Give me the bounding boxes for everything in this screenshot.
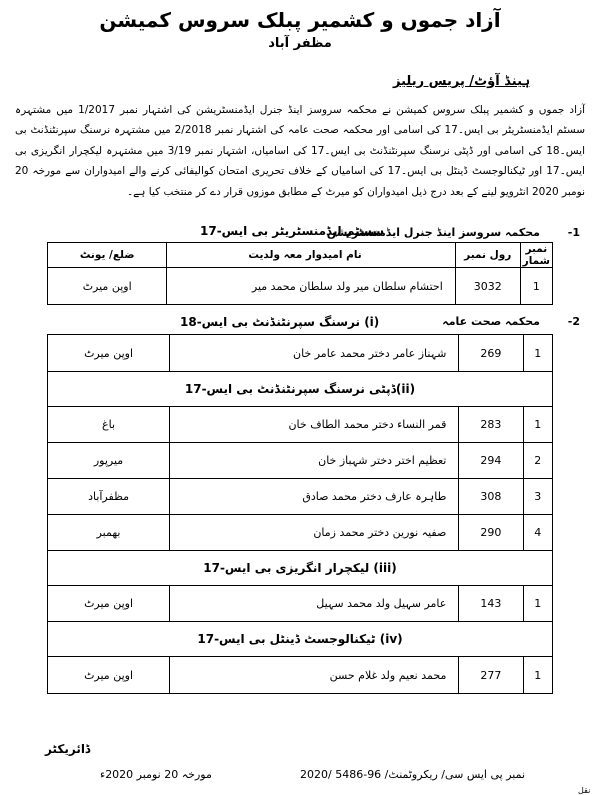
- roll-cell: 294: [459, 443, 523, 479]
- press-release-heading: ہینڈ آؤٹ/ پریس ریلیز: [393, 74, 530, 89]
- city-subtitle: مظفر آباد: [268, 36, 332, 51]
- district-cell: اوپن میرٹ: [48, 586, 170, 622]
- district-cell: اوپن میرٹ: [48, 657, 170, 694]
- name-cell: شہناز عامر دختر محمد عامر خان: [170, 335, 459, 372]
- name-cell: صفیہ نورین دختر محمد زمان: [170, 515, 459, 551]
- serial-cell: 1: [520, 268, 552, 305]
- roll-cell: 290: [459, 515, 523, 551]
- district-cell: بھمبر: [48, 515, 170, 551]
- director-signature: ڈائریکٹر: [45, 742, 91, 756]
- reference-number: نمبر پی ایس سی/ ریکروٹمنٹ/ 96-5486 /2020: [300, 768, 526, 781]
- district-cell: اوپن میرٹ: [48, 335, 170, 372]
- serial-cell: 1: [523, 335, 553, 372]
- district-cell: مظفرآباد: [48, 479, 170, 515]
- roll-cell: 269: [459, 335, 523, 372]
- subsection-heading-row: [48, 622, 553, 657]
- subsection-iii-heading: (iii) لیکچرار انگریزی بی ایس-17: [48, 551, 553, 586]
- table-row: [48, 515, 553, 551]
- table-row: [48, 268, 553, 305]
- serial-cell: 4: [523, 515, 553, 551]
- section-2-table: [47, 334, 553, 694]
- table-row: [48, 586, 553, 622]
- section-2-department: محکمہ صحت عامہ: [442, 315, 540, 328]
- table-row: [48, 407, 553, 443]
- roll-cell: 143: [459, 586, 523, 622]
- subsection-heading-row: [48, 551, 553, 586]
- subsection-iv-heading: (iv) ٹیکنالوجسٹ ڈینٹل بی ایس-17: [48, 622, 553, 657]
- roll-cell: 308: [459, 479, 523, 515]
- table-header-row: [48, 243, 553, 268]
- col-name-header: نام امیدوار معہ ولدیت: [167, 243, 455, 268]
- district-cell: باغ: [48, 407, 170, 443]
- serial-cell: 1: [523, 407, 553, 443]
- name-cell: محمد نعیم ولد غلام حسن: [170, 657, 459, 694]
- subsection-ii-heading: (ii)ڈپٹی نرسنگ سپرنٹنڈنٹ بی ایس-17: [48, 372, 553, 407]
- table-row: [48, 335, 553, 372]
- section-1-table: [47, 242, 553, 305]
- table-row: [48, 479, 553, 515]
- roll-cell: 277: [459, 657, 523, 694]
- section-2-post: (i) نرسنگ سپرنٹنڈنٹ بی ایس-18: [180, 315, 380, 329]
- col-district-header: ضلع/ یونٹ: [48, 243, 167, 268]
- col-roll-header: رول نمبر: [455, 243, 520, 268]
- district-cell: میرپور: [48, 443, 170, 479]
- issue-date: مورخہ 20 نومبر 2020ء: [100, 768, 212, 781]
- serial-cell: 3: [523, 479, 553, 515]
- roll-cell: 283: [459, 407, 523, 443]
- section-2-number: 2-: [567, 315, 580, 328]
- section-1-number: 1-: [567, 226, 580, 239]
- serial-cell: 1: [523, 586, 553, 622]
- table-row: [48, 657, 553, 694]
- name-cell: قمر النساء دختر محمد الطاف خان: [170, 407, 459, 443]
- corner-note: نقل: [578, 786, 591, 795]
- serial-cell: 2: [523, 443, 553, 479]
- name-cell: طاہرہ عارف دختر محمد صادق: [170, 479, 459, 515]
- body-paragraph: آزاد جموں و کشمیر پبلک سروس کمیشن نے محکمہ سروسز اینڈ جنرل ایڈمنسٹریشن کی اشتہار نمبر 1/2017 میں مشتہرہ سسٹم ایڈمنسٹریٹر بی ایس۔17 کی اسامی اور محکمہ صحت عامہ کی اشتہار نمبر 2/2018 میں مشتہرہ نرسنگ سپرنٹنڈنٹ بی ایس۔18 کی اسامی اور ڈپٹی نرسنگ سپرنٹنڈنٹ بی ایس۔17 کی اسامیاں، اشتہار نمبر 3/19 میں مشتہرہ لیکچرار انگریزی بی ایس۔17 اور ٹیکنالوجسٹ ڈینٹل بی ایس۔17 کی اسامیاں کے خلاف تحریری امتحان کوالیفائی کرنے والے امیدواران سے مورخہ 20 نومبر 2020 انٹرویو لینے کے بعد درج ذیل امیدواران کو میرٹ کے مطابق موزوں قرار دے کر منتخب کیا ہے۔: [15, 104, 586, 198]
- commission-title: آزاد جموں و کشمیر پبلک سروس کمیشن: [99, 8, 501, 32]
- subsection-heading-row: [48, 372, 553, 407]
- name-cell: عامر سہیل ولد محمد سہیل: [170, 586, 459, 622]
- section-1-post: سسٹم ایڈمنسٹریٹر بی ایس-17: [200, 224, 385, 238]
- name-cell: تعظیم اختر دختر شہباز خان: [170, 443, 459, 479]
- table-row: [48, 443, 553, 479]
- col-serial-header: نمبر شمار: [520, 243, 552, 268]
- serial-cell: 1: [523, 657, 553, 694]
- section-1-department: محکمہ سروسز اینڈ جنرل ایڈمنسٹریشن: [326, 226, 540, 239]
- roll-cell: 3032: [455, 268, 520, 305]
- district-cell: اوپن میرٹ: [48, 268, 167, 305]
- name-cell: احتشام سلطان میر ولد سلطان محمد میر: [167, 268, 455, 305]
